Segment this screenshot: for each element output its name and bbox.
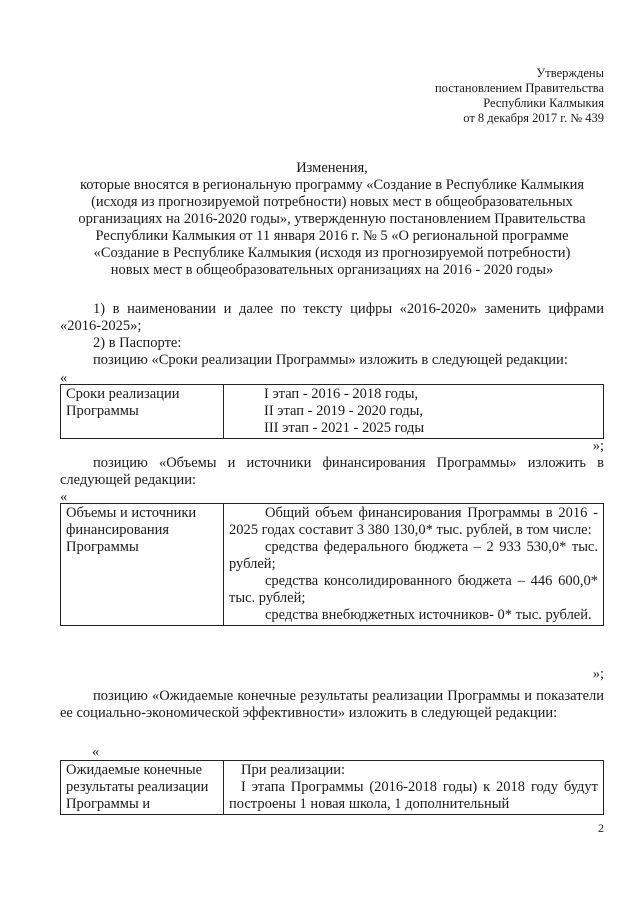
- label-line: Программы: [66, 539, 139, 555]
- position-3-intro: позицию «Ожидаемые конечные результаты реализации Программы и показатели ее социально-экономической эффективности» изложить в следующей редакции:: [60, 688, 604, 721]
- table-value-cell: [224, 504, 604, 626]
- label-line: финансирования: [66, 522, 170, 538]
- table-label-cell: [61, 761, 224, 815]
- table-results: [60, 760, 604, 815]
- stage-line: I этап - 2016 - 2018 годы,: [264, 386, 419, 402]
- table-label-cell: [61, 385, 224, 439]
- stage-line: III этап - 2021 - 2025 годы: [264, 420, 425, 436]
- financing-paragraph: средства внебюджетных источников- 0* тыс. рублей.: [265, 607, 592, 623]
- close-quote: »;: [592, 666, 604, 682]
- approval-line: постановлением Правительства: [434, 81, 604, 95]
- position-1-intro: позицию «Сроки реализации Программы» изложить в следующей редакции:: [93, 352, 568, 368]
- open-quote: «: [92, 744, 100, 760]
- heading-line: новых мест в общеобразовательных организациях на 2016 - 2020 годы»: [110, 262, 554, 278]
- financing-paragraph: Общий объем финансирования Программы в 2016 - 2025 годах составит 3 380 130,0* тыс. рублей, в том числе:: [229, 505, 598, 538]
- table-financing: [60, 503, 604, 626]
- label-line: Программы: [66, 403, 139, 419]
- label-line: Ожидаемые конечные: [66, 762, 203, 778]
- open-quote: «: [60, 370, 68, 386]
- table-value-cell: [224, 761, 604, 815]
- item-1-paragraph: 1) в наименовании и далее по тексту цифры «2016-2020» заменить цифрами «2016-2025»;: [60, 301, 604, 334]
- approval-line: Утверждены: [536, 66, 604, 80]
- label-line: Программы и: [66, 796, 151, 812]
- table-label-cell: [61, 504, 224, 626]
- item-2-paragraph: 2) в Паспорте:: [93, 335, 182, 351]
- page-number: 2: [598, 821, 604, 835]
- heading-line: которые вносятся в региональную программу «Создание в Республике Калмыкия: [79, 177, 585, 193]
- financing-paragraph: средства федерального бюджета – 2 933 530,0* тыс. рублей;: [229, 539, 598, 572]
- open-quote: «: [60, 489, 68, 505]
- table-terms: [60, 384, 604, 439]
- table-value-cell: [224, 385, 604, 439]
- close-quote: »;: [592, 438, 604, 454]
- label-line: Сроки реализации: [66, 386, 180, 402]
- position-2-intro: позицию «Объемы и источники финансирования Программы» изложить в следующей редакции:: [60, 455, 604, 488]
- stage-line: II этап - 2019 - 2020 годы,: [264, 403, 423, 419]
- approval-line: от 8 декабря 2017 г. № 439: [463, 111, 604, 125]
- label-line: результаты реализации: [66, 779, 209, 795]
- heading-line: организациях на 2016-2020 годы», утвержденную постановлением Правительства: [78, 211, 586, 227]
- label-line: Объемы и источники: [66, 505, 197, 521]
- heading-line: «Создание в Республике Калмыкия (исходя из прогнозируемой потребности): [93, 245, 571, 261]
- financing-paragraph: средства консолидированного бюджета – 446 600,0* тыс. рублей;: [229, 573, 598, 606]
- document-heading: [60, 160, 604, 279]
- results-paragraph: При реализации:: [241, 762, 345, 778]
- approval-stamp: [435, 66, 604, 126]
- approval-line: Республики Калмыкия: [483, 96, 604, 110]
- document-title: Изменения,: [296, 160, 368, 176]
- heading-line: Республики Калмыкия от 11 января 2016 г. № 5 «О региональной программе: [95, 228, 569, 244]
- heading-line: (исходя из прогнозируемой потребности) новых мест в общеобразовательных: [91, 194, 573, 210]
- results-paragraph: I этапа Программы (2016-2018 годы) к 2018 году будут построены 1 новая школа, 1 дополнительный: [229, 779, 598, 812]
